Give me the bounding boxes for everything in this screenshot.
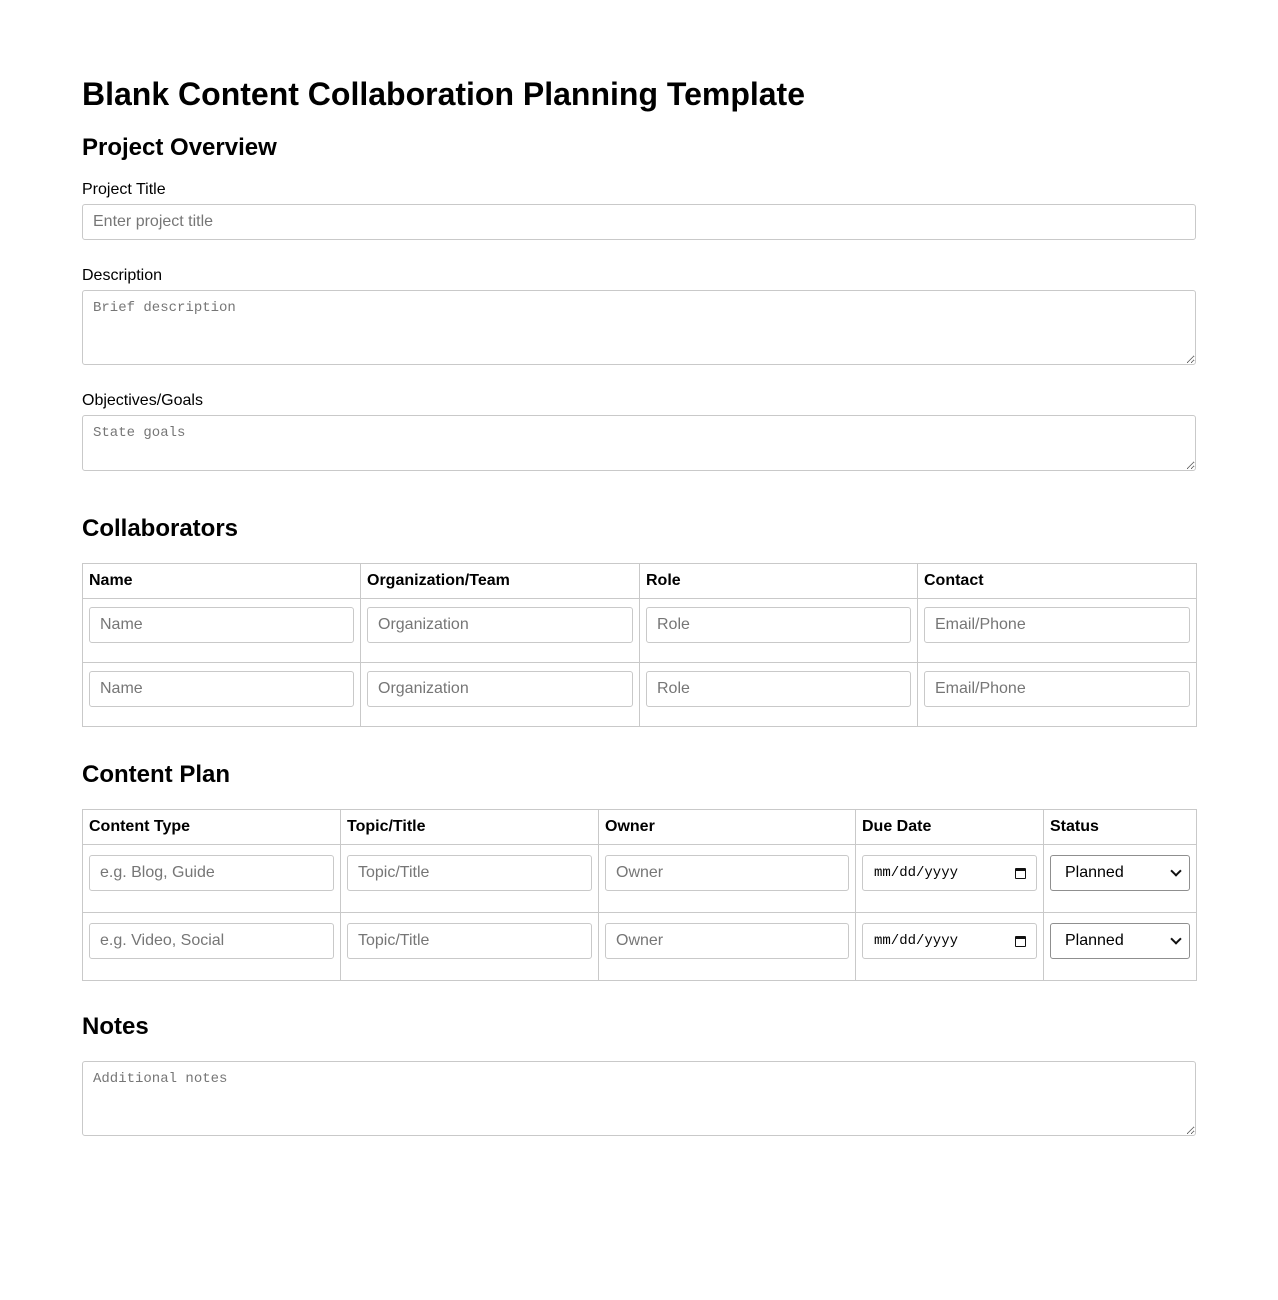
collaborator-contact-input[interactable] (924, 671, 1190, 707)
table-cell (83, 599, 361, 663)
chevron-down-icon (1170, 933, 1181, 944)
owner-input[interactable] (605, 855, 849, 891)
content-type-input[interactable] (89, 855, 334, 891)
chevron-down-icon (1170, 865, 1181, 876)
column-header-organization: Organization/Team (361, 564, 640, 599)
table-cell (83, 913, 341, 981)
column-header-status: Status (1044, 810, 1197, 845)
content-plan-header-row (83, 810, 1197, 845)
table-cell (1044, 845, 1197, 913)
objectives-textarea[interactable] (82, 415, 1196, 471)
status-selected-value: Planned (1065, 864, 1124, 881)
content-type-input[interactable] (89, 923, 334, 959)
notes-textarea[interactable] (82, 1061, 1196, 1136)
table-row (83, 599, 1197, 663)
table-cell (361, 663, 640, 727)
column-header-name: Name (83, 564, 361, 599)
collaborators-table (82, 563, 1197, 727)
table-cell (83, 663, 361, 727)
description-label: Description (82, 267, 163, 284)
column-header-due-date: Due Date (856, 810, 1044, 845)
notes-heading: Notes (82, 1013, 149, 1040)
collaborator-organization-input[interactable] (367, 607, 633, 643)
topic-title-input[interactable] (347, 923, 592, 959)
column-header-owner: Owner (599, 810, 856, 845)
table-cell (341, 913, 599, 981)
table-cell (918, 663, 1197, 727)
table-row (83, 663, 1197, 727)
content-plan-heading: Content Plan (82, 761, 230, 788)
table-cell (1044, 913, 1197, 981)
table-cell (599, 913, 856, 981)
topic-title-input[interactable] (347, 855, 592, 891)
collaborator-contact-input[interactable] (924, 607, 1190, 643)
table-cell (361, 599, 640, 663)
table-cell (341, 845, 599, 913)
collaborators-heading: Collaborators (82, 515, 239, 542)
table-cell (640, 599, 918, 663)
collaborator-name-input[interactable] (89, 671, 354, 707)
status-select[interactable] (1050, 855, 1190, 891)
collaborator-role-input[interactable] (646, 607, 911, 643)
column-header-contact: Contact (918, 564, 1197, 599)
table-cell (918, 599, 1197, 663)
column-header-content-type: Content Type (83, 810, 341, 845)
project-overview-heading: Project Overview (82, 134, 277, 161)
owner-input[interactable] (605, 923, 849, 959)
table-cell (599, 845, 856, 913)
status-select[interactable] (1050, 923, 1190, 959)
due-date-input[interactable] (862, 855, 1037, 891)
column-header-topic: Topic/Title (341, 810, 599, 845)
table-cell (83, 845, 341, 913)
calendar-icon[interactable] (1015, 868, 1026, 879)
objectives-label: Objectives/Goals (82, 392, 203, 409)
collaborator-name-input[interactable] (89, 607, 354, 643)
collaborator-role-input[interactable] (646, 671, 911, 707)
content-plan-table (82, 809, 1197, 981)
table-row (83, 845, 1197, 913)
column-header-role: Role (640, 564, 918, 599)
due-date-input[interactable] (862, 923, 1037, 959)
table-row (83, 913, 1197, 981)
description-textarea[interactable] (82, 290, 1196, 365)
table-cell (640, 663, 918, 727)
collaborator-organization-input[interactable] (367, 671, 633, 707)
page-title: Blank Content Collaboration Planning Template (82, 76, 805, 112)
due-date-placeholder: mm/dd/yyyy (874, 865, 959, 881)
table-cell (856, 845, 1044, 913)
project-title-input[interactable] (82, 204, 1196, 240)
due-date-placeholder: mm/dd/yyyy (874, 933, 959, 949)
project-title-label: Project Title (82, 181, 166, 198)
status-selected-value: Planned (1065, 932, 1124, 949)
table-cell (856, 913, 1044, 981)
calendar-icon[interactable] (1015, 936, 1026, 947)
collaborators-header-row (83, 564, 1197, 599)
